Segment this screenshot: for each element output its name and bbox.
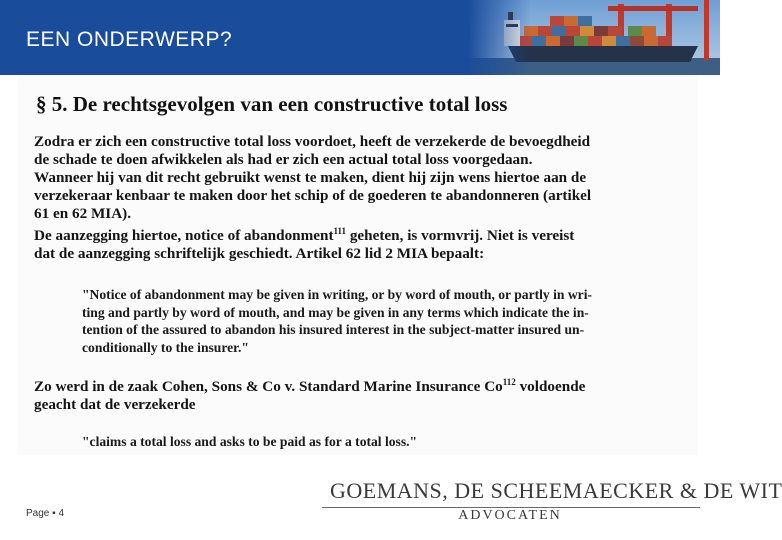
firm-logo-name: GOEMANS, DE SCHEEMAECKER & DE WIT (330, 478, 782, 503)
paragraph-3 (34, 378, 699, 414)
quote-line: "Notice of abandonment may be given in writing, or by word of mouth, or partly in wri- (82, 287, 593, 302)
page-number: Page ▪ 4 (26, 508, 65, 519)
footnote-ref: 111 (333, 225, 347, 236)
slide-title: EEN ONDERWERP? (26, 28, 233, 51)
text-line: 61 en 62 MIA). (34, 205, 132, 222)
section-heading: § 5. De rechtsgevolgen van een constructive total loss (36, 92, 508, 116)
text-line: Zodra er zich een constructive total loss voordoet, heeft de verzekerde de bevoegdheid (34, 133, 591, 150)
text-line: verzekeraar kenbaar te maken door het schip of de goederen te abandonneren (artikel (34, 187, 592, 204)
header-band (0, 0, 720, 75)
text-line (34, 227, 699, 245)
block-quote-2 (82, 433, 697, 451)
text-segment: voldoende (515, 378, 586, 395)
text-segment: De aanzegging hiertoe, notice of abandonment (34, 227, 334, 244)
paragraph-1 (34, 133, 699, 223)
quote-line: tention of the assured to abandon his insured interest in the subject-matter insured un- (82, 322, 585, 337)
text-line: Wanneer hij van dit recht gebruikt wenst te maken, dient hij zijn wens hiertoe aan de (34, 169, 587, 186)
quote-line: ting and partly by word of mouth, and may be given in any terms which indicate the in- (82, 304, 589, 320)
text-line: dat de aanzegging schriftelijk geschiedt. Artikel 62 lid 2 MIA bepaalt: (34, 245, 485, 262)
quote-line: "claims a total loss and asks to be paid as for a total loss." (82, 434, 418, 449)
text-line: geacht dat de verzekerde (34, 396, 196, 413)
paragraph-2 (34, 227, 699, 263)
text-segment: geheten, is vormvrij. Niet is vereist (346, 227, 575, 244)
footnote-ref: 112 (502, 376, 516, 387)
firm-logo-subtitle: ADVOCATEN (458, 508, 562, 523)
text-line (34, 378, 699, 396)
scanned-document (18, 75, 698, 455)
quote-line: conditionally to the insurer." (82, 339, 249, 355)
block-quote-1 (82, 286, 697, 356)
text-line: de schade te doen afwikkelen als had er zich een actual total loss voorgedaan. (34, 151, 533, 168)
container-ship-port-photo (468, 0, 720, 75)
text-segment: Zo werd in de zaak Cohen, Sons & Co v. Standard Marine Insurance Co (34, 378, 503, 395)
